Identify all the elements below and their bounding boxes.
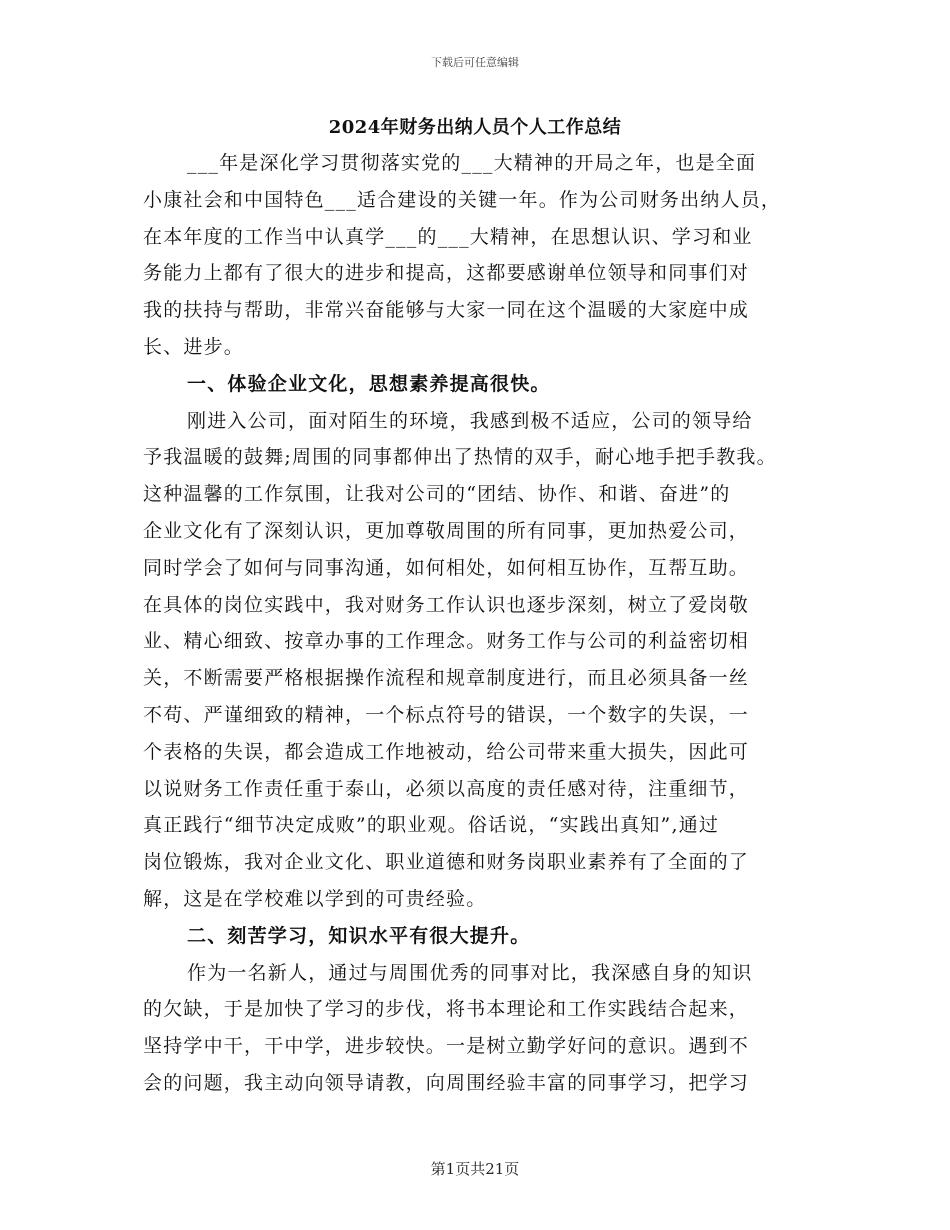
paragraph-line: 予我温暖的鼓舞;周围的同事都伸出了热情的双手，耐心地手把手教我。 <box>143 446 777 469</box>
paragraph-line: 坚持学中干，干中学，进步较快。一是树立勤学好问的意识。遇到不 <box>143 1035 750 1058</box>
paragraph-line: 企业文化有了深刻认识，更加尊敬周围的所有同事，更加热爱公司， <box>143 519 750 542</box>
header-note: 下载后可任意编辑 <box>431 56 519 69</box>
paragraph-line: 我的扶持与帮助，非常兴奋能够与大家一同在这个温暖的大家庭中成 <box>143 299 750 322</box>
paragraph-line: 真正践行“细节决定成败”的职业观。俗话说，“实践出真知”,通过 <box>143 814 720 837</box>
paragraph-line: ___年是深化学习贯彻落实党的___大精神的开局之年，也是全面 <box>187 152 757 174</box>
paragraph-line: 岗位锻炼，我对企业文化、职业道德和财务岗职业素养有了全面的了 <box>143 851 750 874</box>
paragraph-line: 在本年度的工作当中认真学___的___大精神，在思想认识、学习和业 <box>143 225 753 248</box>
paragraph-line: 关，不断需要严格根据操作流程和规章制度进行，而且必须具备一丝 <box>143 667 750 690</box>
paragraph-line: 个表格的失误，都会造成工作地被动，给公司带来重大损失，因此可 <box>143 740 750 763</box>
paragraph-line: 以说财务工作责任重于泰山，必须以高度的责任感对待，注重细节， <box>143 777 750 800</box>
section-heading: 一、体验企业文化，思想素养提高很快。 <box>187 372 551 395</box>
paragraph-line: 业、精心细致、按章办事的工作理念。财务工作与公司的利益密切相 <box>143 630 750 653</box>
paragraph-line: 作为一名新人，通过与周围优秀的同事对比，我深感自身的知识 <box>187 961 753 984</box>
paragraph-line: 不苟、严谨细致的精神，一个标点符号的错误，一个数字的失误，一 <box>143 703 750 726</box>
section-heading: 二、刻苦学习，知识水平有很大提升。 <box>187 924 531 947</box>
paragraph-line: 刚进入公司，面对陌生的环境，我感到极不适应，公司的领导给 <box>187 409 753 432</box>
page-footer: 第1页共21页 <box>430 1160 520 1178</box>
document-body <box>143 145 823 1102</box>
paragraph-line: 长、进步。 <box>143 335 245 358</box>
paragraph-line: 解，这是在学校难以学到的可贵经验。 <box>143 887 487 910</box>
paragraph-line: 务能力上都有了很大的进步和提高，这都要感谢单位领导和同事们对 <box>143 262 750 285</box>
paragraph-line: 这种温馨的工作氛围，让我对公司的“团结、协作、和谐、奋进”的 <box>143 483 731 506</box>
paragraph-line: 会的问题，我主动向领导请教，向周围经验丰富的同事学习，把学习 <box>143 1071 750 1094</box>
paragraph-line: 的欠缺，于是加快了学习的步伐，将书本理论和工作实践结合起来， <box>143 998 750 1021</box>
paragraph-line: 在具体的岗位实践中，我对财务工作认识也逐步深刻，树立了爱岗敬 <box>143 593 750 616</box>
paragraph-line: 小康社会和中国特色___适合建设的关键一年。作为公司财务出纳人员， <box>143 188 782 211</box>
document-title: 2024年财务出纳人员个人工作总结 <box>328 117 622 138</box>
paragraph-line: 同时学会了如何与同事沟通，如何相处，如何相互协作，互帮互助。 <box>143 556 750 579</box>
